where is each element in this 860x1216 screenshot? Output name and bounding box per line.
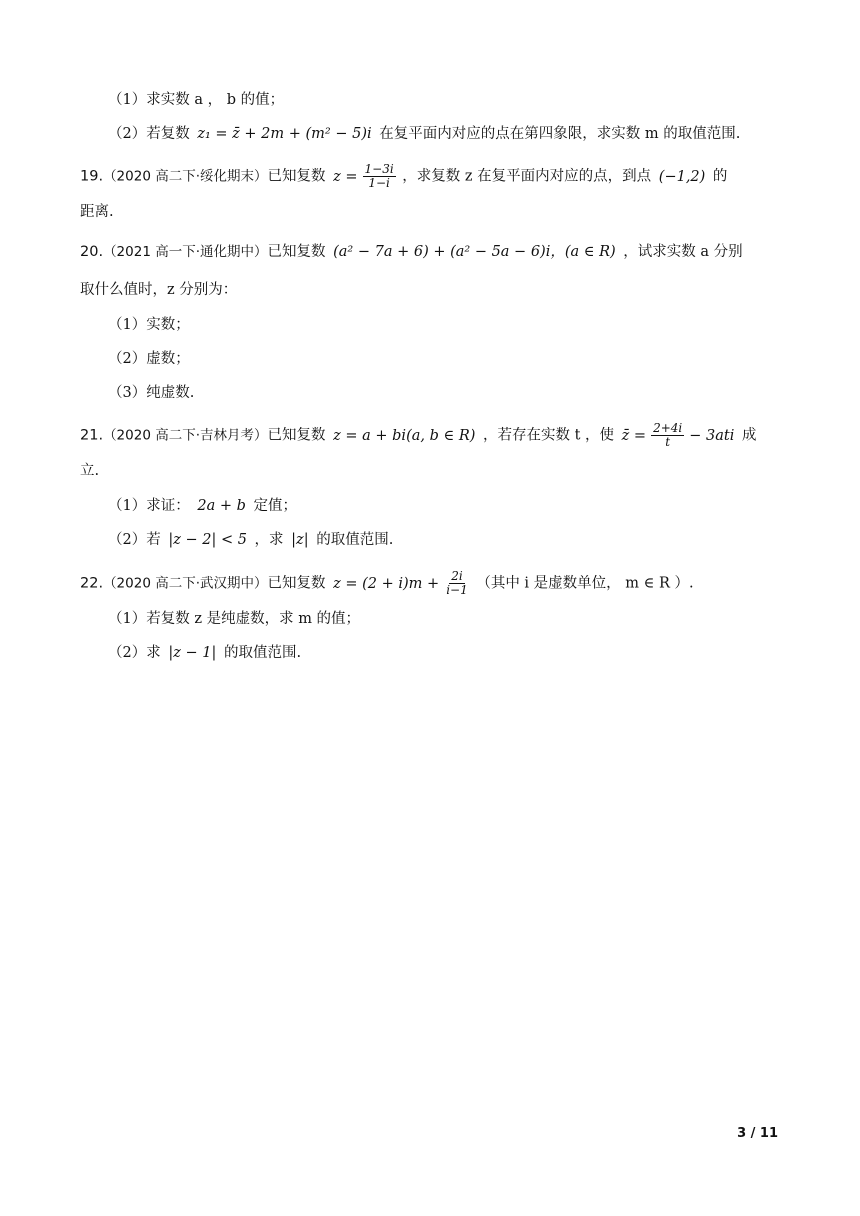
q22-fraction-num: 2i: [451, 569, 463, 583]
q19-text-c: 的: [708, 168, 728, 185]
q21-sub2-math1: |z − 2| < 5: [168, 532, 247, 548]
q22-text-b: （其中 i 是虚数单位， m ∈ R ）.: [471, 575, 694, 592]
q21-math-zbar: z̄ =: [621, 427, 647, 444]
q19-line1: [80, 163, 780, 190]
q21-sub2-text-a: （2）若: [108, 532, 166, 548]
q22-sub2-text-a: （2）求: [108, 645, 166, 661]
q22-source: （2020 高二下·武汉期中）: [103, 575, 268, 592]
q18-sub2-text-b: 在复平面内对应的点在第四象限，求实数 m 的取值范围.: [374, 126, 741, 142]
q20-sub3-text: （3）纯虚数.: [108, 385, 195, 401]
q18-sub1-text: （1）求实数 a ， b 的值；: [108, 92, 285, 108]
q21-text-d: 立.: [80, 463, 100, 479]
q20-text-b: ，试求实数 a 分别: [618, 244, 743, 260]
q20-math: (a² − 7a + 6) + (a² − 5a − 6)i，(a ∈ R): [333, 244, 616, 260]
q19-source: （2020 高二下·绥化期末）: [103, 168, 268, 185]
q20-text-c: 取什么值时，z 分别为：: [80, 282, 238, 298]
q18-sub1: [108, 90, 780, 110]
q22-sub1: [108, 609, 780, 629]
q21-number: 21.: [80, 427, 104, 444]
q19-math-z: z =: [333, 168, 358, 185]
q18-sub2: [108, 124, 780, 144]
q20-sub1: [108, 315, 780, 335]
q19-text-b: ，求复数 z 在复平面内对应的点，到点: [397, 168, 656, 185]
q22-sub2-text-b: 的取值范围.: [219, 645, 302, 661]
q22-sub2-math: |z − 1|: [168, 645, 217, 661]
q21-sub2-math2: |z|: [291, 532, 309, 548]
q21-sub1-text-b: 定值；: [248, 498, 297, 514]
q21-math-tail: − 3ati: [689, 427, 735, 444]
q22-fraction: [444, 570, 470, 597]
q19-fraction-den: 1−i: [368, 176, 390, 190]
q20-sub1-text: （1）实数；: [108, 317, 190, 333]
q20-source: （2021 高一下·通化期中）: [103, 244, 268, 260]
q19-number: 19.: [80, 168, 104, 185]
q21-source: （2020 高二下·吉林月考）: [103, 427, 268, 444]
q20-line1: [80, 242, 780, 262]
q22-line1: [80, 570, 780, 597]
q22-sub2: [108, 643, 780, 663]
q20-sub2: [108, 349, 780, 369]
q21-sub1-text-a: （1）求证：: [108, 498, 195, 514]
q22-fraction-den: i−1: [446, 583, 468, 597]
q19-line2: [80, 202, 780, 222]
q22-math-z: z = (2 + i)m +: [333, 575, 440, 592]
q19-point: (−1,2): [658, 168, 706, 185]
q21-line1: [80, 422, 780, 449]
q21-fraction-num: 2+4i: [653, 421, 683, 435]
q20-sub2-text: （2）虚数；: [108, 351, 190, 367]
q21-sub1: [108, 496, 780, 516]
q22-number: 22.: [80, 575, 104, 592]
q22-text-a: 已知复数: [267, 575, 331, 592]
q21-fraction-den: t: [665, 435, 671, 449]
q21-sub1-math: 2a + b: [197, 498, 246, 514]
q19-fraction-num: 1−3i: [364, 162, 394, 176]
q19-fraction: [363, 163, 396, 190]
q21-text-c: 成: [737, 427, 757, 444]
q20-line2: [80, 280, 780, 300]
q20-text-a: 已知复数: [267, 244, 331, 260]
q21-text-a: 已知复数: [267, 427, 331, 444]
q21-text-b: ，若存在实数 t ，使: [478, 427, 619, 444]
q18-sub2-text-a: （2）若复数: [108, 126, 195, 142]
q22-sub1-text: （1）若复数 z 是纯虚数，求 m 的值；: [108, 611, 361, 627]
q19-text-a: 已知复数: [267, 168, 331, 185]
q18-sub2-math: z₁ = z̄ + 2m + (m² − 5)i: [197, 126, 372, 142]
q21-sub2-text-b: ，求: [249, 532, 289, 548]
page-number: 3 / 11: [737, 1126, 778, 1141]
q20-sub3: [108, 383, 780, 403]
q20-number: 20.: [80, 244, 104, 260]
q21-sub2-text-c: 的取值范围.: [311, 532, 394, 548]
q21-line2: [80, 461, 780, 481]
q21-fraction: [651, 422, 684, 449]
q21-math-z: z = a + bi(a, b ∈ R): [333, 427, 476, 444]
q21-sub2: [108, 530, 780, 550]
q19-text-d: 距离.: [80, 204, 114, 220]
